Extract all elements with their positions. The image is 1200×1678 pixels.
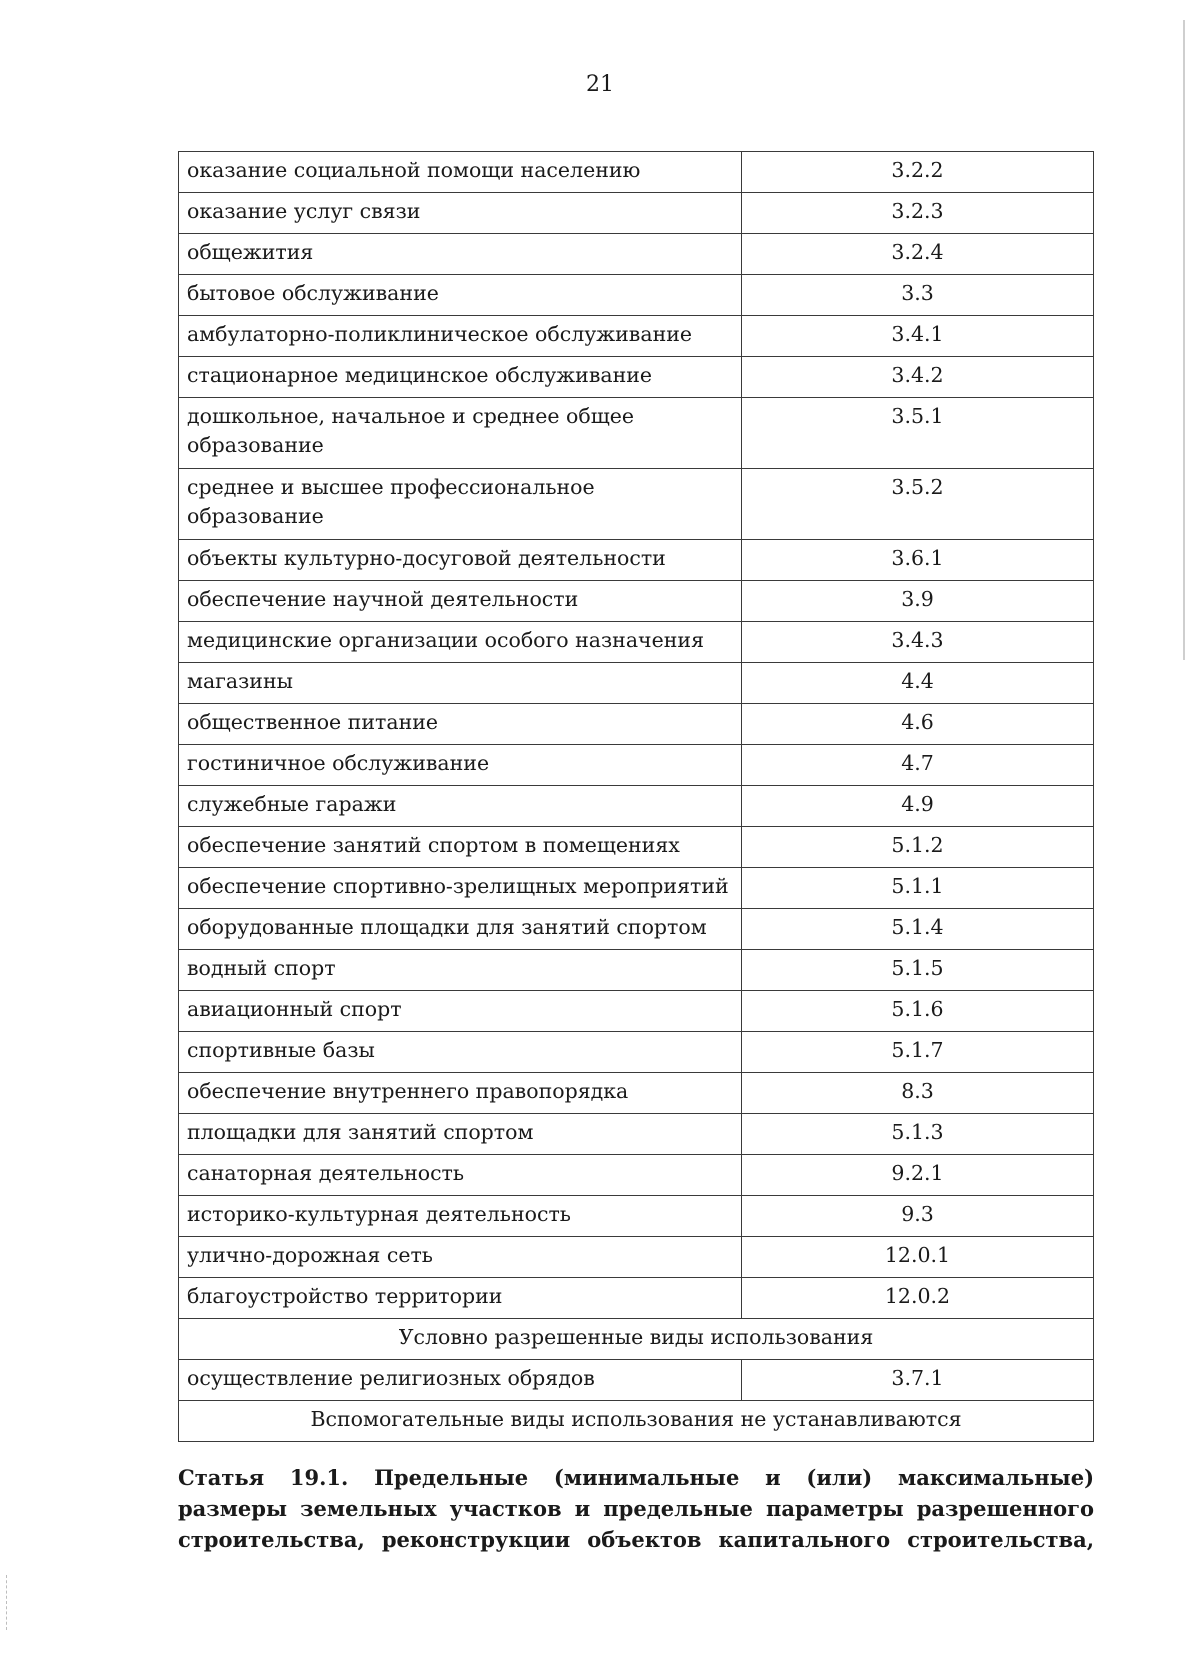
table-row bbox=[179, 827, 1094, 868]
table-row bbox=[179, 1278, 1094, 1319]
use-code: 4.7 bbox=[742, 745, 1094, 786]
use-code: 3.2.4 bbox=[742, 234, 1094, 275]
table-row bbox=[179, 581, 1094, 622]
use-code: 5.1.6 bbox=[742, 991, 1094, 1032]
page-number: 21 bbox=[586, 72, 614, 97]
use-code: 4.6 bbox=[742, 704, 1094, 745]
conditional-uses-header: Условно разрешенные виды использования bbox=[179, 1319, 1094, 1360]
use-code: 9.2.1 bbox=[742, 1155, 1094, 1196]
table-row bbox=[179, 950, 1094, 991]
table-row bbox=[179, 622, 1094, 663]
use-name: магазины bbox=[179, 663, 742, 704]
use-code: 3.2.2 bbox=[742, 152, 1094, 193]
use-name: стационарное медицинское обслуживание bbox=[179, 357, 742, 398]
table-row bbox=[179, 663, 1094, 704]
use-code: 5.1.1 bbox=[742, 868, 1094, 909]
table-row bbox=[179, 1196, 1094, 1237]
use-name: амбулаторно-поликлиническое обслуживание bbox=[179, 316, 742, 357]
use-name: гостиничное обслуживание bbox=[179, 745, 742, 786]
scan-margin-mark bbox=[6, 1575, 8, 1630]
use-code: 3.5.1 bbox=[742, 398, 1094, 469]
section-row bbox=[179, 1401, 1094, 1442]
table-row bbox=[179, 1155, 1094, 1196]
use-code: 5.1.2 bbox=[742, 827, 1094, 868]
use-name: водный спорт bbox=[179, 950, 742, 991]
use-code: 4.9 bbox=[742, 786, 1094, 827]
use-code: 9.3 bbox=[742, 1196, 1094, 1237]
table-row bbox=[179, 152, 1094, 193]
table-row bbox=[179, 469, 1094, 540]
table-row bbox=[179, 991, 1094, 1032]
use-name: обеспечение спортивно-зрелищных мероприятий bbox=[179, 868, 742, 909]
use-code: 5.1.5 bbox=[742, 950, 1094, 991]
table-row bbox=[179, 234, 1094, 275]
table-row bbox=[179, 1073, 1094, 1114]
use-code: 3.3 bbox=[742, 275, 1094, 316]
table-row bbox=[179, 1237, 1094, 1278]
use-name: оказание услуг связи bbox=[179, 193, 742, 234]
use-code: 3.6.1 bbox=[742, 540, 1094, 581]
table-row bbox=[179, 909, 1094, 950]
use-name: среднее и высшее профессиональное образование bbox=[179, 469, 742, 540]
use-code: 8.3 bbox=[742, 1073, 1094, 1114]
use-code: 12.0.2 bbox=[742, 1278, 1094, 1319]
use-code: 3.4.2 bbox=[742, 357, 1094, 398]
use-name: спортивные базы bbox=[179, 1032, 742, 1073]
table-row bbox=[179, 1360, 1094, 1401]
table-row bbox=[179, 193, 1094, 234]
use-code: 4.4 bbox=[742, 663, 1094, 704]
use-name: осуществление религиозных обрядов bbox=[179, 1360, 742, 1401]
table-row bbox=[179, 745, 1094, 786]
use-code: 3.9 bbox=[742, 581, 1094, 622]
table-row bbox=[179, 786, 1094, 827]
use-name: обеспечение научной деятельности bbox=[179, 581, 742, 622]
use-name: дошкольное, начальное и среднее общее образование bbox=[179, 398, 742, 469]
use-code: 3.4.3 bbox=[742, 622, 1094, 663]
use-name: медицинские организации особого назначения bbox=[179, 622, 742, 663]
table-row bbox=[179, 1032, 1094, 1073]
use-name: бытовое обслуживание bbox=[179, 275, 742, 316]
table-row bbox=[179, 398, 1094, 469]
use-name: обеспечение занятий спортом в помещениях bbox=[179, 827, 742, 868]
use-code: 5.1.4 bbox=[742, 909, 1094, 950]
use-code: 3.7.1 bbox=[742, 1360, 1094, 1401]
article-heading: Статья 19.1. Предельные (минимальные и (или) максимальные) размеры земельных участков и предельные параметры разрешенного строительства, реконструкции объектов капитального строительства, bbox=[178, 1465, 1094, 1552]
table-row bbox=[179, 1114, 1094, 1155]
use-code: 3.5.2 bbox=[742, 469, 1094, 540]
table-row bbox=[179, 540, 1094, 581]
table-row bbox=[179, 275, 1094, 316]
use-name: обеспечение внутреннего правопорядка bbox=[179, 1073, 742, 1114]
table-row bbox=[179, 316, 1094, 357]
table-row bbox=[179, 357, 1094, 398]
use-code: 3.4.1 bbox=[742, 316, 1094, 357]
use-name: санаторная деятельность bbox=[179, 1155, 742, 1196]
table-row bbox=[179, 704, 1094, 745]
use-name: благоустройство территории bbox=[179, 1278, 742, 1319]
use-name: авиационный спорт bbox=[179, 991, 742, 1032]
use-code: 5.1.3 bbox=[742, 1114, 1094, 1155]
scan-edge-line bbox=[1183, 20, 1185, 660]
use-name: объекты культурно-досуговой деятельности bbox=[179, 540, 742, 581]
land-use-table bbox=[178, 151, 1094, 1442]
use-code: 3.2.3 bbox=[742, 193, 1094, 234]
use-name: служебные гаражи bbox=[179, 786, 742, 827]
use-name: площадки для занятий спортом bbox=[179, 1114, 742, 1155]
use-name: общежития bbox=[179, 234, 742, 275]
use-name: улично-дорожная сеть bbox=[179, 1237, 742, 1278]
use-name: общественное питание bbox=[179, 704, 742, 745]
use-name: оказание социальной помощи населению bbox=[179, 152, 742, 193]
use-code: 5.1.7 bbox=[742, 1032, 1094, 1073]
section-row bbox=[179, 1319, 1094, 1360]
auxiliary-uses-note: Вспомогательные виды использования не устанавливаются bbox=[179, 1401, 1094, 1442]
table-row bbox=[179, 868, 1094, 909]
use-name: оборудованные площадки для занятий спортом bbox=[179, 909, 742, 950]
use-name: историко-культурная деятельность bbox=[179, 1196, 742, 1237]
use-code: 12.0.1 bbox=[742, 1237, 1094, 1278]
